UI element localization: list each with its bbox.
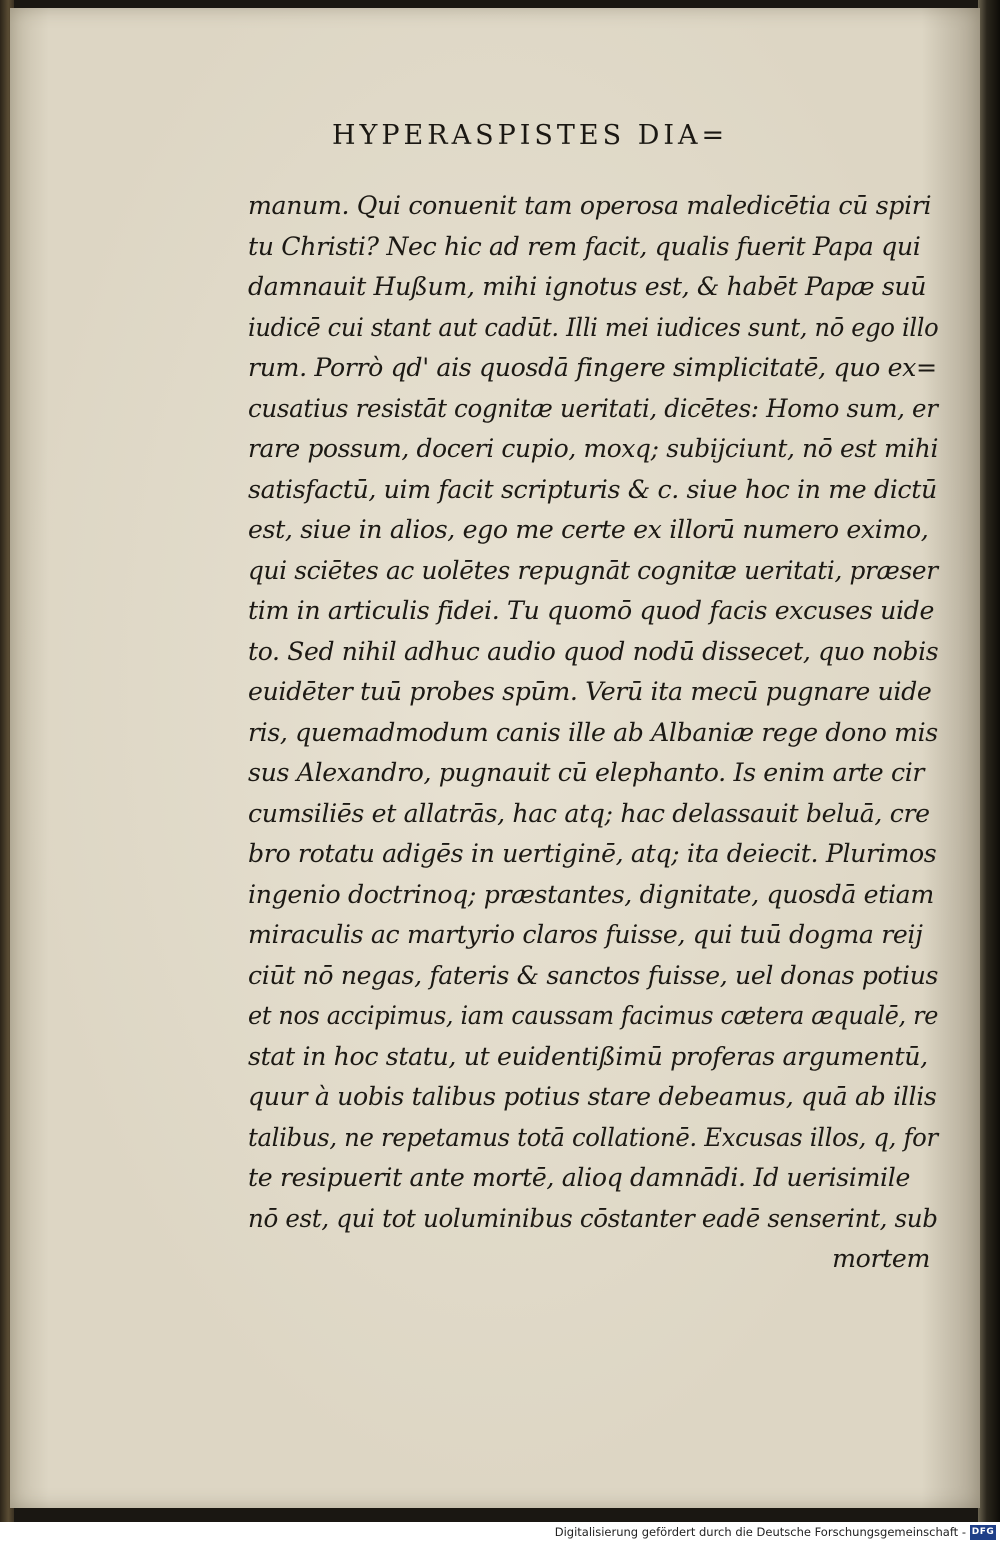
text-line: cumsiliēs et allatrās, hac atq; hac delassauit beluā, cre bbox=[248, 798, 930, 828]
text-line: stat in hoc statu, ut euidentißimū proferas argumentū, bbox=[248, 1041, 928, 1071]
text-line: ingenio doctrinoq; præstantes, dignitate, quosdā etiam bbox=[248, 879, 934, 909]
text-line: miraculis ac martyrio claros fuisse, qui tuū dogma reij bbox=[248, 920, 923, 949]
text-line: cusatius resistāt cognitæ ueritati, dicētes: Homo sum, er bbox=[248, 393, 938, 423]
text-line: euidēter tuū probes spūm. Verū ita mecū pugnare uide bbox=[248, 677, 932, 706]
funding-credit: Digitalisierung gefördert durch die Deutsche Forschungsgemeinschaft - bbox=[554, 1525, 966, 1539]
text-line: rare possum, doceri cupio, moxq; subijciunt, nō est mihi bbox=[248, 434, 939, 463]
text-block bbox=[248, 186, 938, 1280]
text-line: te resipuerit ante mortē, alioq damnādi. Id uerisimile bbox=[248, 1163, 910, 1192]
text-line: bro rotatu adigēs in uertiginē, atq; ita deiecit. Plurimos bbox=[248, 839, 937, 868]
text-line: ciūt nō negas, fateris & sanctos fuisse, uel donas potius bbox=[248, 960, 939, 990]
text-line: satisfactū, uim facit scripturis & c. siue hoc in me dictū bbox=[248, 474, 937, 504]
text-line: rum. Porrò qd' ais quosdā fingere simplicitatē, quo ex= bbox=[248, 353, 937, 382]
text-line: manum. Qui conuenit tam operosa maledicētia cū spiri bbox=[248, 191, 932, 220]
text-line: tu Christi? Nec hic ad rem facit, qualis fuerit Papa qui bbox=[248, 231, 921, 261]
catchword: mortem bbox=[832, 1244, 930, 1273]
text-line: ris, quemadmodum canis ille ab Albaniæ rege dono mis bbox=[248, 717, 938, 747]
text-line: tim in articulis fidei. Tu quomō quod facis excuses uide bbox=[248, 596, 935, 625]
page-stack-edge bbox=[978, 0, 1000, 1522]
text-line: to. Sed nihil adhuc audio quod nodū dissecet, quo nobis bbox=[248, 636, 939, 666]
text-line: quur à uobis talibus potius stare debeamus, quā ab illis bbox=[248, 1082, 937, 1111]
running-head: HYPERASPISTES DIA= bbox=[332, 120, 729, 151]
text-line: sus Alexandro, pugnauit cū elephanto. Is enim arte cir bbox=[248, 758, 925, 787]
text-line: talibus, ne repetamus totā collationē. Excusas illos, q, for bbox=[248, 1122, 938, 1152]
dfg-logo: DFG bbox=[970, 1525, 996, 1540]
text-line: et nos accipimus, iam caussam facimus cætera æqualē, re bbox=[248, 1001, 939, 1030]
text-line: iudicē cui stant aut cadūt. Illi mei iudices sunt, nō ego illo bbox=[248, 312, 939, 342]
text-line: qui sciētes ac uolētes repugnāt cognitæ ueritati, præser bbox=[248, 555, 938, 585]
text-line: nō est, qui tot uoluminibus cōstanter eadē senserint, sub bbox=[248, 1203, 938, 1233]
text-line: damnauit Hußum, mihi ignotus est, & habēt Papæ suū bbox=[248, 272, 927, 301]
book-page bbox=[10, 8, 980, 1508]
text-line: est, siue in alios, ego me certe ex illorū numero eximo, bbox=[248, 515, 929, 544]
footer-bar bbox=[0, 1522, 1000, 1544]
